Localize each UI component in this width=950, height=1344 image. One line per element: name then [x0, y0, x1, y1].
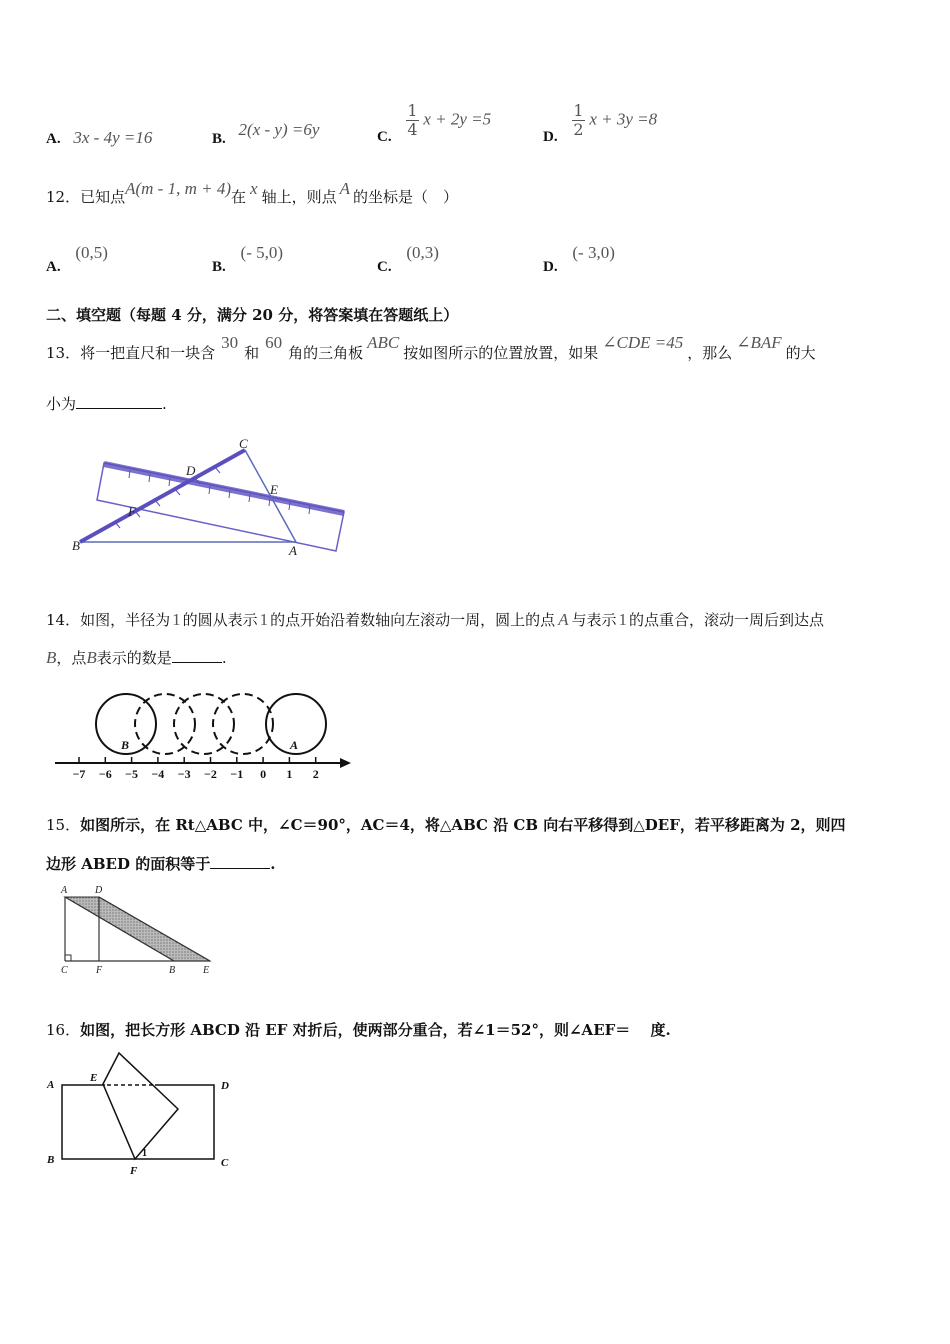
stem-text: 与表示: [571, 611, 617, 629]
label-a: A: [61, 885, 68, 896]
option-label: B.: [212, 131, 226, 147]
axis-tick-label: −7: [72, 767, 86, 781]
math: A(m - 1, m + 4): [125, 179, 232, 198]
q11-option-a[interactable]: [46, 128, 152, 148]
label-d: D: [221, 1080, 229, 1092]
q16-stem: [46, 1019, 671, 1040]
axis-tick-label: −5: [125, 767, 139, 781]
math: A: [558, 610, 569, 629]
stem-text: 和: [244, 344, 260, 362]
stem-text: 按如图所示的位置放置，如果: [403, 344, 599, 362]
stem-text: 的大: [785, 344, 816, 362]
q12-option-c[interactable]: [377, 243, 439, 275]
label-a: A: [290, 738, 299, 752]
stem-text: 将一把直尺和一块含: [80, 344, 216, 362]
answer-blank[interactable]: [210, 868, 270, 869]
answer-blank[interactable]: [172, 662, 222, 663]
option-expr: (0,5): [75, 243, 108, 262]
option-expr: 2(x - y) =6y: [238, 120, 320, 139]
q13-stem: [46, 333, 816, 363]
option-label: A.: [46, 131, 61, 147]
stem-text: 在: [231, 188, 247, 206]
math: x: [250, 179, 258, 198]
option-expr: (- 3,0): [572, 243, 615, 262]
stem-text: 如图所示，在 Rt△ABC 中，∠C＝90°，AC＝4，将△ABC 沿 CB 向右平移得到△DEF，若平移距离为 2，则四: [80, 816, 846, 834]
axis-tick-label: −2: [204, 767, 217, 781]
circle-rolling: [135, 694, 195, 754]
label-d: D: [186, 463, 196, 478]
stem-text: 的圆从表示: [182, 611, 258, 629]
math: 1: [618, 610, 628, 629]
right-angle-icon: [65, 955, 71, 961]
segment-de: [99, 897, 210, 961]
stem-text: .: [221, 649, 227, 667]
fraction: [572, 102, 584, 139]
fraction: [406, 102, 418, 139]
option-expr: (0,3): [406, 243, 439, 262]
stem-text: 已知点: [80, 188, 126, 206]
q16-figure: [45, 1050, 245, 1180]
label-e: E: [203, 965, 210, 976]
stem-text: 小为: [46, 395, 77, 413]
q11-option-b[interactable]: [212, 120, 320, 147]
ruler-edge: [104, 464, 344, 513]
rectangle-abcd: [62, 1085, 214, 1159]
axis-tick-label: 0: [260, 767, 267, 781]
parallelogram-abed: [65, 897, 210, 961]
q14-stem: [46, 609, 824, 630]
q11-option-d[interactable]: [543, 101, 658, 145]
stem-text: ，那么: [687, 344, 733, 362]
stem-text: 如图，把长方形 ABCD 沿 EF 对折后，使两部分重合，若∠1＝52°，则∠AEF＝ 度.: [80, 1021, 671, 1039]
label-b: B: [121, 738, 130, 752]
math: 1: [172, 610, 181, 629]
math: 60: [265, 333, 283, 352]
label-c: C: [61, 965, 68, 976]
stem-text: ，点: [56, 649, 87, 667]
math: ABC: [367, 333, 400, 352]
math: 30: [221, 333, 239, 352]
question-number: 13．: [46, 344, 81, 362]
frac-denominator: 4: [407, 120, 418, 139]
label-a: A: [289, 543, 297, 558]
stem-text: .: [162, 395, 167, 413]
q15-figure: [55, 882, 220, 977]
label-c: C: [221, 1157, 229, 1169]
frac-denominator: 2: [573, 120, 584, 139]
q13-figure: [60, 430, 360, 565]
option-expr: x + 2y =5: [423, 109, 492, 129]
option-label: A.: [46, 259, 61, 275]
option-label: C.: [377, 259, 392, 275]
question-number: 16．: [46, 1021, 81, 1039]
axis-tick-label: −4: [151, 767, 165, 781]
label-a: A: [47, 1079, 55, 1091]
stem-text: 表示的数是: [96, 649, 172, 667]
math: ∠CDE =45: [602, 333, 684, 352]
math: B: [86, 648, 97, 667]
q15-stem-cont: [46, 853, 275, 874]
label-b: B: [47, 1154, 55, 1166]
option-label: B.: [212, 259, 226, 275]
axis-tick-label: −3: [177, 767, 191, 781]
section-heading: 二、填空题（每题 4 分，满分 20 分，将答案填在答题纸上）: [46, 306, 459, 324]
q15-stem: [46, 814, 846, 835]
folded-flap: [103, 1053, 178, 1159]
axis-tick-label: 1: [286, 767, 293, 781]
label-c: C: [239, 436, 248, 451]
option-label: D.: [543, 128, 558, 145]
q13-stem-cont: [46, 393, 167, 414]
tick-group: [73, 757, 319, 781]
stem-text: .: [270, 855, 276, 873]
option-expr: 3x - 4y =16: [73, 128, 153, 147]
question-number: 14．: [46, 611, 81, 629]
option-expr: x + 3y =8: [589, 109, 658, 129]
circle-rolling: [174, 694, 234, 754]
frac-numerator: 1: [573, 101, 584, 120]
q12-option-a[interactable]: [46, 243, 108, 275]
stem-text: 的点开始沿着数轴向左滚动一周，圆上的点: [270, 611, 556, 629]
axis-tick-label: 2: [312, 767, 319, 781]
math: ∠BAF: [736, 333, 782, 352]
label-e: E: [90, 1072, 98, 1084]
label-e: E: [270, 482, 278, 497]
frac-numerator: 1: [407, 101, 418, 120]
question-number: 12．: [46, 188, 81, 206]
q11-option-c[interactable]: [377, 101, 492, 145]
label-b: B: [169, 965, 176, 976]
q12-option-b[interactable]: [212, 243, 284, 275]
answer-blank[interactable]: [76, 408, 162, 409]
stem-text: 的坐标是（ ）: [352, 188, 458, 206]
axis-arrow-icon: [340, 758, 351, 768]
stem-text: 轴上，则点: [261, 188, 337, 206]
axis-tick-label: −6: [98, 767, 112, 781]
angle-1-label: 1: [142, 1148, 147, 1159]
question-number: 15．: [46, 816, 81, 834]
q12-options: [46, 243, 916, 275]
stem-text: 边形 ABED 的面积等于: [46, 855, 211, 873]
q12-stem: [46, 179, 458, 207]
stem-text: 如图，半径为: [80, 611, 171, 629]
label-f: F: [130, 1165, 138, 1177]
circle-rolling: [213, 694, 273, 754]
label-f: F: [96, 965, 103, 976]
label-f: F: [128, 504, 136, 519]
option-expr: (- 5,0): [240, 243, 284, 262]
q11-options: [46, 101, 916, 152]
segment-ab: [65, 897, 174, 961]
label-d: D: [95, 885, 103, 896]
math: B: [46, 648, 57, 667]
label-b: B: [72, 538, 80, 553]
axis-tick-label: −1: [230, 767, 244, 781]
stem-text: 的点重合，滚动一周后到达点: [629, 611, 825, 629]
math: A: [339, 179, 350, 198]
option-label: C.: [377, 128, 392, 145]
q14-stem-cont: [46, 647, 227, 668]
math: 1: [259, 610, 269, 629]
q14-figure: [55, 684, 355, 784]
q12-option-d[interactable]: [543, 243, 615, 275]
option-label: D.: [543, 259, 558, 275]
stem-text: 角的三角板: [288, 344, 364, 362]
